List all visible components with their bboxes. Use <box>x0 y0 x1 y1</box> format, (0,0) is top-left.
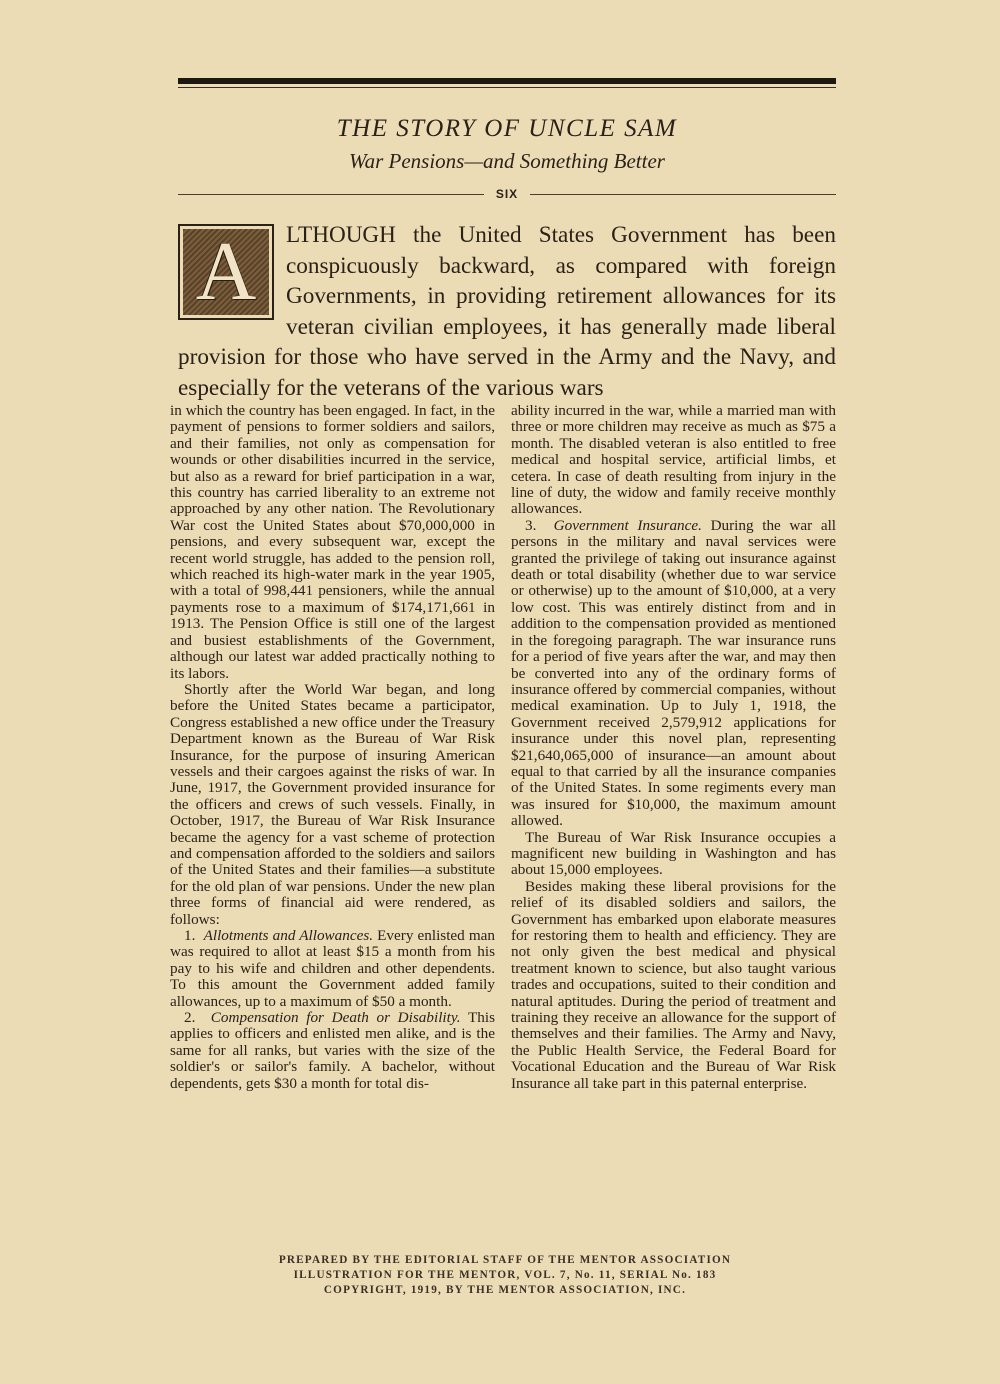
item-text: Every enlisted man was required to allot at least $15 a month from his pay to his wife and children and other dependents. To this amount the Government added family allowances, up to a maximum of $50 a month. <box>170 927 495 1010</box>
section-divider <box>178 184 836 204</box>
paragraph: Besides making these liberal provisions for the relief of its disabled soldiers and sailors, the Government has embarked upon elaborate measures for restoring them to health and efficiency. They are not only given the best medical and physical treatment known to science, but also taught various trades and occupations, suited to their condition and natural aptitudes. During the period of treatment and training they receive an allowance for the support of themselves and their families. The Army and Navy, the Public Health Service, the Federal Board for Vocational Education and the Bureau of War Risk Insurance all take part in this paternal enterprise. <box>511 877 836 1092</box>
divider-line-left <box>178 194 484 195</box>
paragraph <box>511 518 836 830</box>
item-text: During the war all persons in the military and naval services were granted the privilege of taking out insurance against death or total disability (whether due to war service or otherwise) up to the amount of $10,000, at a very low cost. This was entirely distinct from and in addition to the compensation provided as mentioned in the foregoing paragraph. The war insurance runs for a period of five years after the war, and may then be converted into any of the ordinary forms of insurance offered by commercial companies, without medical examination. Up to July 1, 1918, the Government received 2,579,912 applications for insurance under this novel plan, representing $21,640,065,000 of insurance—an amount about equal to that carried by all the insurance companies of the United States. In some regiments every man was insured for $10,000, the maximum amount allowed. <box>511 516 837 830</box>
item-number: 2. <box>184 1009 196 1027</box>
item-heading: Government Insurance. <box>553 516 702 534</box>
lead-text: LTHOUGH the United States Government has been conspicuously backward, as compared with foreign Governments, in providing retirement allowances for its veteran civilian employees, it has generally made liberal provision for those who have served in the Army and the Navy, and especially for the veterans of the various wars <box>178 222 836 401</box>
item-text: This applies to officers and enlisted men alike, and is the same for all ranks, but varies with the size of the soldier's or sailor's family. A bachelor, without dependents, gets $30 a month for total dis- <box>170 1009 496 1092</box>
paragraph <box>170 928 495 1010</box>
lead-paragraph <box>178 220 836 403</box>
dropcap-initial <box>178 224 274 320</box>
top-rule-thick <box>178 78 836 84</box>
column-left <box>170 403 495 1092</box>
credit-line-prepared: PREPARED BY THE EDITORIAL STAFF OF THE MENTOR ASSOCIATION <box>278 1254 732 1266</box>
item-number: 3. <box>525 516 537 534</box>
column-right <box>511 403 836 1092</box>
paragraph <box>170 1010 495 1092</box>
item-heading: Compensation for Death or Disability. <box>210 1009 461 1027</box>
article-subtitle: War Pensions—and Something Better <box>349 149 665 173</box>
divider-line-right <box>530 194 836 195</box>
dropcap-letter: A <box>183 229 269 315</box>
paragraph: Shortly after the World War began, and long before the United States became a participator, Congress established a new office under the Treasury Department known as the Bureau of War Risk Insurance, for the purpose of insuring American vessels and their cargoes against the risks of war. In June, 1917, the Government provided insurance for the officers and crews of such vessels. Finally, in October, 1917, the Bureau of War Risk Insurance became the agency for a vast scheme of protection and compensation afforded to the soldiers and sailors of the United States and their families—a substitute for the old plan of war pensions. Under the new plan three forms of financial aid were rendered, as follows: <box>170 680 495 928</box>
credit-line-copyright: COPYRIGHT, 1919, BY THE MENTOR ASSOCIATION, INC. <box>323 1284 687 1296</box>
item-number: 1. <box>184 927 196 944</box>
article-page <box>178 78 836 403</box>
top-rule-thin <box>178 87 836 88</box>
section-number: SIX <box>495 187 519 201</box>
paragraph: in which the country has been engaged. In fact, in the payment of pensions to former soldiers and sailors, and their families, not only as compensation for wounds or other disabilities incurred in the service, but also as a reward for brief participation in a war, this country has carried liberality to an extreme not approached by any other nation. The Revolutionary War cost the United States about $70,000,000 in pensions, and every subsequent war, except the recent world struggle, has added to the pension roll, which reached its high-water mark in the year 1905, with a total of 998,441 pensioners, while the annual payments rose to a maximum of $174,171,661 in 1913. The Pension Office is still one of the largest and busiest establishments of the Government, although our latest war added practically nothing to its labors. <box>170 402 495 682</box>
article-title: THE STORY OF UNCLE SAM <box>336 115 678 142</box>
paragraph: ability incurred in the war, while a married man with three or more children may receive as much as $75 a month. The disabled veteran is also entitled to free medical and hospital service, artificial limbs, et cetera. In case of death resulting from injury in the line of duty, the widow and family receive monthly allowances. <box>511 402 836 518</box>
credits-block <box>0 1253 1000 1298</box>
paragraph: The Bureau of War Risk Insurance occupies a magnificent new building in Washington and has about 15,000 employees. <box>511 828 836 879</box>
item-heading: Allotments and Allowances. <box>203 927 374 944</box>
body-columns <box>170 403 836 1092</box>
credit-line-illustration: ILLUSTRATION FOR THE MENTOR, VOL. 7, No. 11, SERIAL No. 183 <box>293 1269 717 1281</box>
